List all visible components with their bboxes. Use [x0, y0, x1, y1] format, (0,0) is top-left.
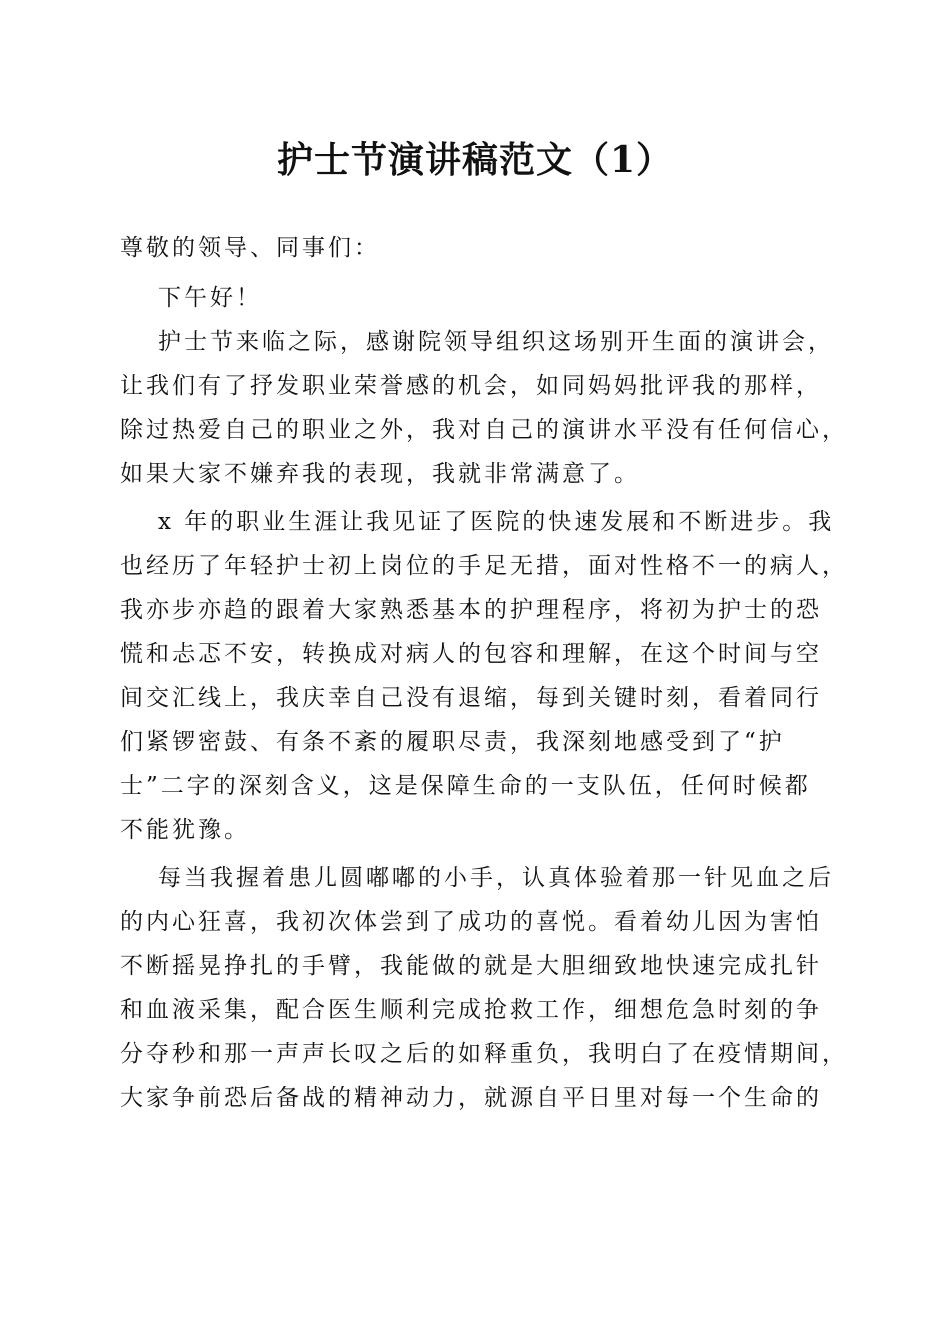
paragraph-line: x 年的职业生涯让我见证了医院的快速发展和不断进步。我	[158, 509, 835, 535]
paragraph-line: 除过热爱自己的职业之外，我对自己的演讲水平没有任何信心，	[120, 417, 848, 443]
paragraph-line: 士”二字的深刻含义，这是保障生命的一支队伍，任何时候都	[120, 773, 811, 799]
paragraph-line: 让我们有了抒发职业荣誉感的机会，如同妈妈批评我的那样，	[120, 373, 822, 399]
paragraph-line: 我亦步亦趋的跟着大家熟悉基本的护理程序，将初为护士的恐	[120, 597, 822, 623]
paragraph-line: 每当我握着患儿圆嘟嘟的小手，认真体验着那一针见血之后	[158, 865, 834, 891]
salutation: 尊敬的领导、同事们：	[120, 235, 380, 261]
paragraph-line: 的内心狂喜，我初次体尝到了成功的喜悦。看着幼儿因为害怕	[120, 909, 822, 935]
paragraph-line: 护士节来临之际，感谢院领导组织这场别开生面的演讲会，	[158, 329, 834, 355]
paragraph-line: 不能犹豫。	[120, 817, 250, 843]
paragraph-line: 们紧锣密鼓、有条不紊的履职尽责，我深刻地感受到了“护	[120, 729, 785, 755]
paragraph-line: 间交汇线上，我庆幸自己没有退缩，每到关键时刻，看着同行	[120, 685, 822, 711]
document-title: 护士节演讲稿范文（1）	[276, 139, 674, 181]
paragraph-line: 慌和忐忑不安，转换成对病人的包容和理解，在这个时间与空	[120, 641, 822, 667]
paragraph-line: 分夺秒和那一声声长叹之后的如释重负，我明白了在疫情期间，	[120, 1041, 848, 1067]
greeting: 下午好！	[158, 285, 262, 311]
paragraph-line: 大家争前恐后备战的精神动力，就源自平日里对每一个生命的	[120, 1085, 822, 1111]
paragraph-line: 和血液采集，配合医生顺利完成抢救工作，细想危急时刻的争	[120, 997, 822, 1023]
paragraph-line: 不断摇晃挣扎的手臂，我能做的就是大胆细致地快速完成扎针	[120, 953, 822, 979]
paragraph-line: 如果大家不嫌弃我的表现，我就非常满意了。	[120, 461, 640, 487]
paragraph-line: 也经历了年轻护士初上岗位的手足无措，面对性格不一的病人，	[120, 553, 848, 579]
